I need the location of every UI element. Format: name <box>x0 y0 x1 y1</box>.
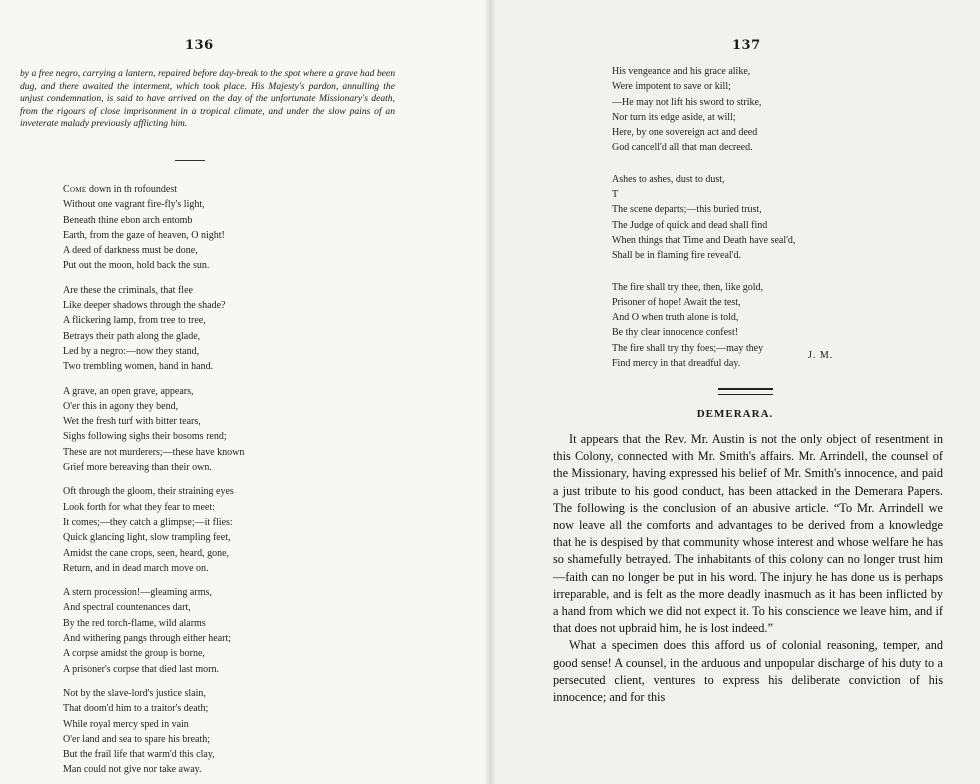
section-divider <box>175 160 205 161</box>
poem-line: —He may not lift his sword to strike, <box>612 96 762 108</box>
poem-line: T <box>612 189 619 201</box>
poem-line: Wet the fresh turf with bitter tears, <box>63 416 201 428</box>
poem-line: The Judge of quick and dead shall find <box>612 219 768 231</box>
poem-left <box>63 182 244 778</box>
poem-line: Amidst the cane crops, seen, heard, gone, <box>63 547 230 559</box>
poem-line: Shall be in flaming fire reveal'd. <box>612 250 741 262</box>
poem-line: A corpse amidst the group is borne, <box>63 648 205 660</box>
page-number: 136 <box>185 38 214 53</box>
poem-line: Oft through the gloom, their straining eyes <box>63 486 234 498</box>
poem-line: By the red torch-flame, wild alarms <box>63 617 206 629</box>
poem-line: Nor turn its edge aside, at will; <box>612 111 736 123</box>
double-rule-divider <box>718 388 773 395</box>
poem-line: Look forth for what they fear to meet: <box>63 501 215 513</box>
poem-line: His vengeance and his grace alike, <box>612 66 751 77</box>
poem-line: Without one vagrant fire-fly's light, <box>63 199 205 211</box>
footnote-text: by a free negro, carrying a lantern, repaired before day-break to the spot where a grave had been dug, and there awaited the interment, which took place. His Majesty's pardon, annulling the unjust condemnation, is said to have arrived on the day of the unfortunate Missionary's death, from the rigours of close imprisonment in a tropical climate, and under the slow pains of an inveterate malady previously afflicting him. <box>20 68 395 129</box>
poem-right <box>612 64 795 371</box>
poem-line: Man could not give nor take away. <box>63 764 202 776</box>
poem-line: A stern procession!—gleaming arms, <box>63 587 212 599</box>
book-gutter <box>484 0 496 784</box>
poem-line: Sighs following sighs their bosoms rend; <box>63 431 227 443</box>
signature: J. M. <box>808 350 834 361</box>
poem-line: And spectral countenances dart, <box>63 602 191 614</box>
poem-line: While royal mercy sped in vain <box>63 718 189 730</box>
stanza <box>63 686 244 778</box>
poem-line: Quick glancing light, slow trampling feet, <box>63 532 231 544</box>
poem-line: O'er this in agony they bend, <box>63 400 179 412</box>
poem-line: Led by a negro:—now they stand, <box>63 345 200 357</box>
stanza <box>63 384 244 476</box>
poem-line: That doom'd him to a traitor's death; <box>63 703 209 715</box>
poem-line: Here, by one sovereign act and deed <box>612 127 758 139</box>
poem-line: Betrays their path along the glade, <box>63 330 201 342</box>
poem-line: Beneath thine ebon arch entomb <box>63 214 193 226</box>
poem-line: The fire shall try thee, then, like gold, <box>612 281 764 293</box>
poem-line: Ashes to ashes, dust to dust, <box>612 173 725 185</box>
poem-line: It comes;—they catch a glimpse;—it flies: <box>63 516 233 528</box>
article-body <box>553 431 943 706</box>
paragraph: What a specimen does this afford us of colonial reasoning, temper, and good sense! A counsel, in the arduous and unpopular discharge of his duty to a persecuted client, ventures to express his deliberate conviction of his innocence; and for this <box>553 638 943 705</box>
poem-line: O'er land and sea to spare his breath; <box>63 733 211 745</box>
poem-line: Are these the criminals, that flee <box>63 284 193 296</box>
stanza <box>63 585 244 677</box>
poem-line: The scene departs;—this buried trust, <box>612 204 762 216</box>
poem-line: Were impotent to save or kill; <box>612 81 731 93</box>
stanza <box>63 484 244 576</box>
poem-line: And O when truth alone is told, <box>612 312 739 324</box>
poem-line: God cancell'd all that man decreed. <box>612 142 753 154</box>
poem-line: But the frail life that warm'd this clay, <box>63 749 215 761</box>
poem-line: When things that Time and Death have seal'd, <box>612 234 796 246</box>
poem-line: The fire shall try thy foes;—may they <box>612 342 764 354</box>
poem-line: A flickering lamp, from tree to tree, <box>63 315 206 327</box>
poem-line: Put out the moon, hold back the sun. <box>63 260 210 272</box>
poem-line: Earth, from the gaze of heaven, O night! <box>63 229 225 241</box>
poem-line: Be thy clear innocence confest! <box>612 327 739 339</box>
poem-line: Grief more bereaving than their own. <box>63 462 212 474</box>
stanza <box>63 197 244 273</box>
poem-line: Return, and in dead march move on. <box>63 562 209 574</box>
paragraph: It appears that the Rev. Mr. Austin is not the only object of resentment in this Colony, connected with Mr. Smith's affairs. Mr. Arrindell, the counsel of the Missionary, having expressed his belief of Mr. Smith's innocence, and paid a just tribute to his good conduct, has been attacked in the Demerara Papers. The following is the conclusion of an abusive article. “To Mr. Arrindell we now leave all the comforts and advantages to be derived from a knowledge that he is despised by that community whose interest and whose welfare he has so shamefully betrayed. The inhabitants of this colony can no longer trust him—faith can no longer be put in his word. The injury he has done us is perhaps irreparable, and is felt as the more deadly inasmuch as it has been inflicted by a hand from which we did not expect it. To his conscience we leave him, and if that does not upbraid him, he is lost indeed.” <box>553 432 943 636</box>
poem-line: A grave, an open grave, appears, <box>63 385 194 397</box>
poem-line: Come down in th rofoundest <box>63 184 177 195</box>
stanza <box>612 280 795 372</box>
section-heading: DEMERARA. <box>696 408 774 420</box>
stanza <box>612 172 795 264</box>
poem-line: Not by the slave-lord's justice slain, <box>63 687 206 699</box>
poem-line: Two trembling women, hand in hand. <box>63 361 214 373</box>
poem-line: A deed of darkness must be done, <box>63 245 198 257</box>
stanza <box>63 283 244 375</box>
poem-line: Like deeper shadows through the shade? <box>63 300 226 312</box>
stanza <box>612 64 795 156</box>
poem-line: These are not murderers;—these have known <box>63 446 245 458</box>
poem-line: Prisoner of hope! Await the test, <box>612 296 741 308</box>
page-number: 137 <box>732 38 761 53</box>
poem-line: Find mercy in that dreadful day. <box>612 358 741 370</box>
poem-line: And withering pangs through either heart; <box>63 633 232 645</box>
poem-line: A prisoner's corpse that died last morn. <box>63 663 219 675</box>
